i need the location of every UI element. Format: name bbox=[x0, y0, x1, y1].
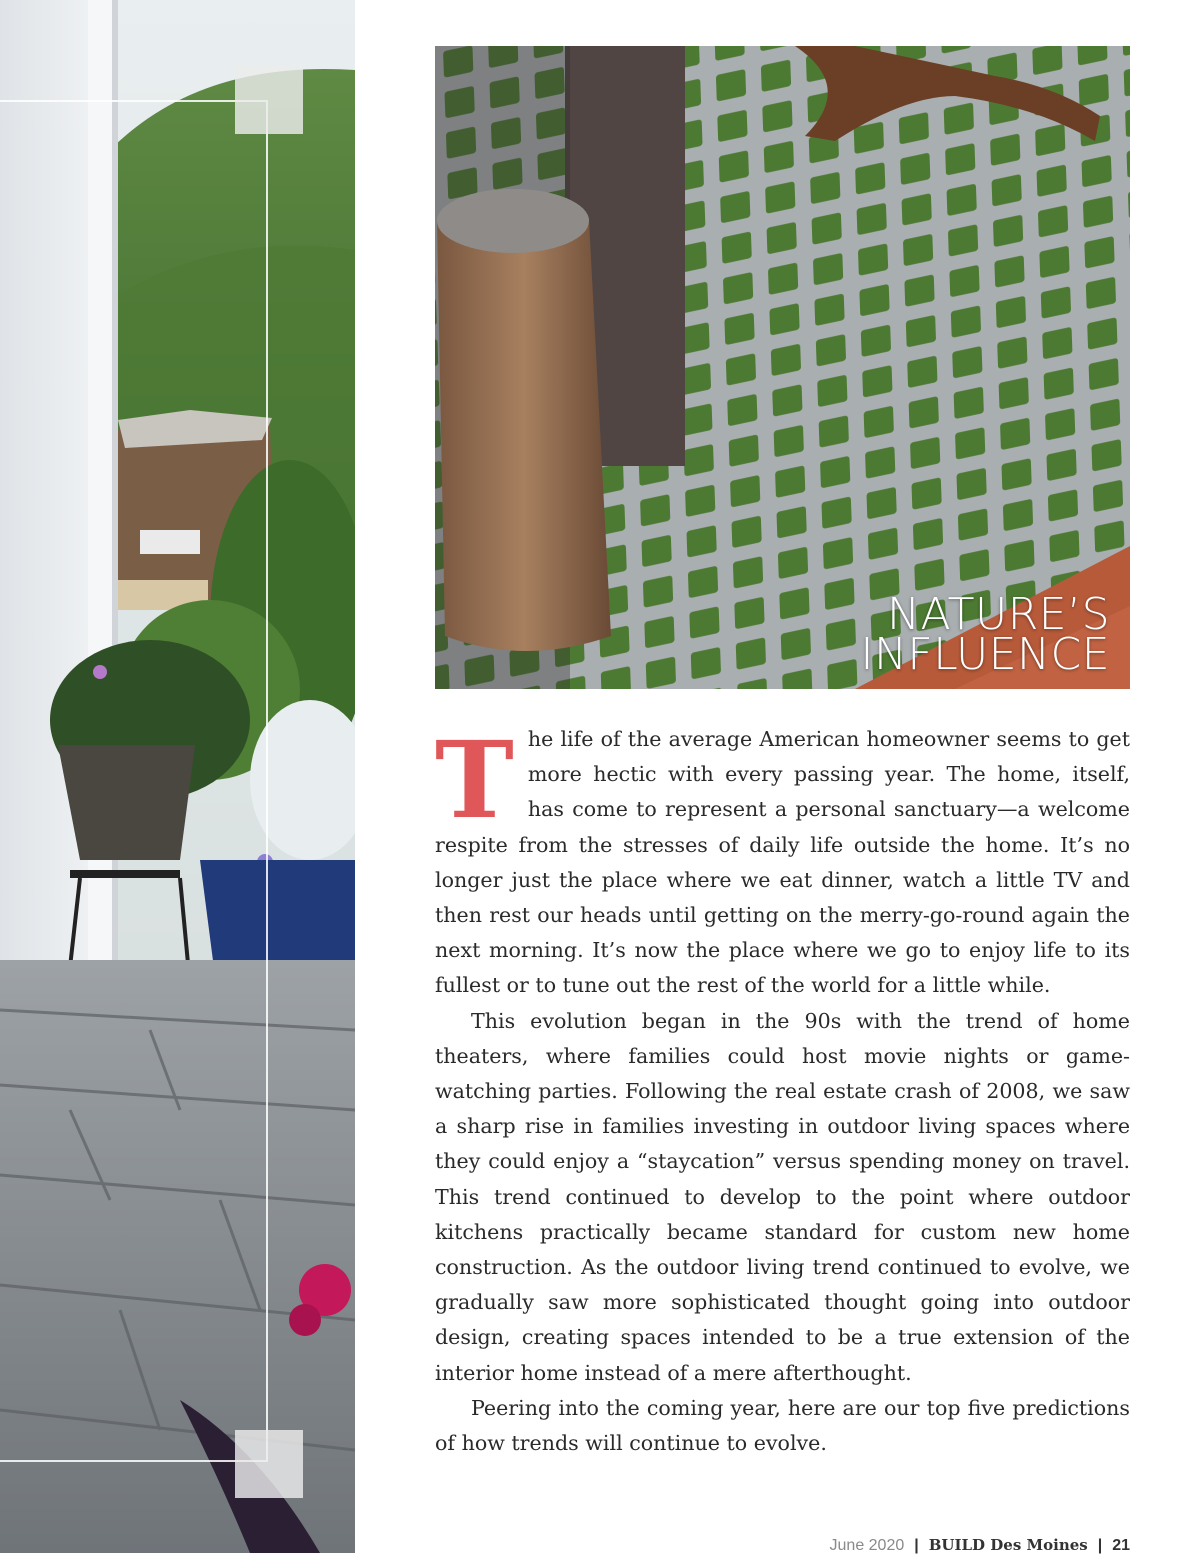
side-photo bbox=[0, 0, 355, 1553]
hero-title bbox=[860, 589, 1110, 680]
article-body bbox=[435, 717, 1130, 1461]
footer-magazine-name: BUILD Des Moines bbox=[928, 1536, 1088, 1554]
decorative-frame-line bbox=[0, 100, 268, 1462]
hero-title-line-2: INFLUENCE bbox=[860, 629, 1110, 680]
decorative-square-top bbox=[235, 66, 303, 134]
page-footer bbox=[830, 1536, 1130, 1555]
article-paragraph-3: Peering into the coming year, here are our top five predictions of how trends will continue to evolve. bbox=[435, 1395, 1130, 1456]
hero-title-line-1: NATURE’S bbox=[887, 589, 1110, 640]
article-paragraph-1-text: he life of the average American homeowner seems to get more hectic with every passing year. The home, itself, has come to represent a personal sanctuary—a welcome respite from the stresses of daily life outside the home. It’s no longer just the place where we eat dinner, watch a little TV and then rest our heads until getting on the merry-go-round again the next morning. It’s now the place where we go to enjoy life to its fullest or to tune out the rest of the world for a little while. bbox=[435, 727, 1130, 998]
article-paragraph-2: This evolution began in the 90s with the trend of home theaters, where families could host movie nights or game-watching parties. Following the real estate crash of 2008, we saw a sharp rise in families investing in outdoor living spaces where they could enjoy a “staycation” versus spending money on travel. This trend continued to develop to the point where outdoor kitchens practically became standard for custom new home construction. As the outdoor living trend continued to evolve, we gradually saw more sophisticated thought going into outdoor design, creating spaces intended to be a true extension of the interior home instead of a mere afterthought. bbox=[435, 1008, 1130, 1385]
article-paragraph-1 bbox=[435, 717, 1130, 1004]
footer-separator: | bbox=[1097, 1537, 1103, 1554]
footer-separator: | bbox=[914, 1537, 919, 1554]
footer-date: June 2020 bbox=[829, 1537, 905, 1554]
page-number: 21 bbox=[1112, 1537, 1130, 1554]
drop-cap: T bbox=[435, 717, 514, 842]
decorative-square-bottom bbox=[235, 1430, 303, 1498]
hero-photo bbox=[435, 46, 1130, 689]
